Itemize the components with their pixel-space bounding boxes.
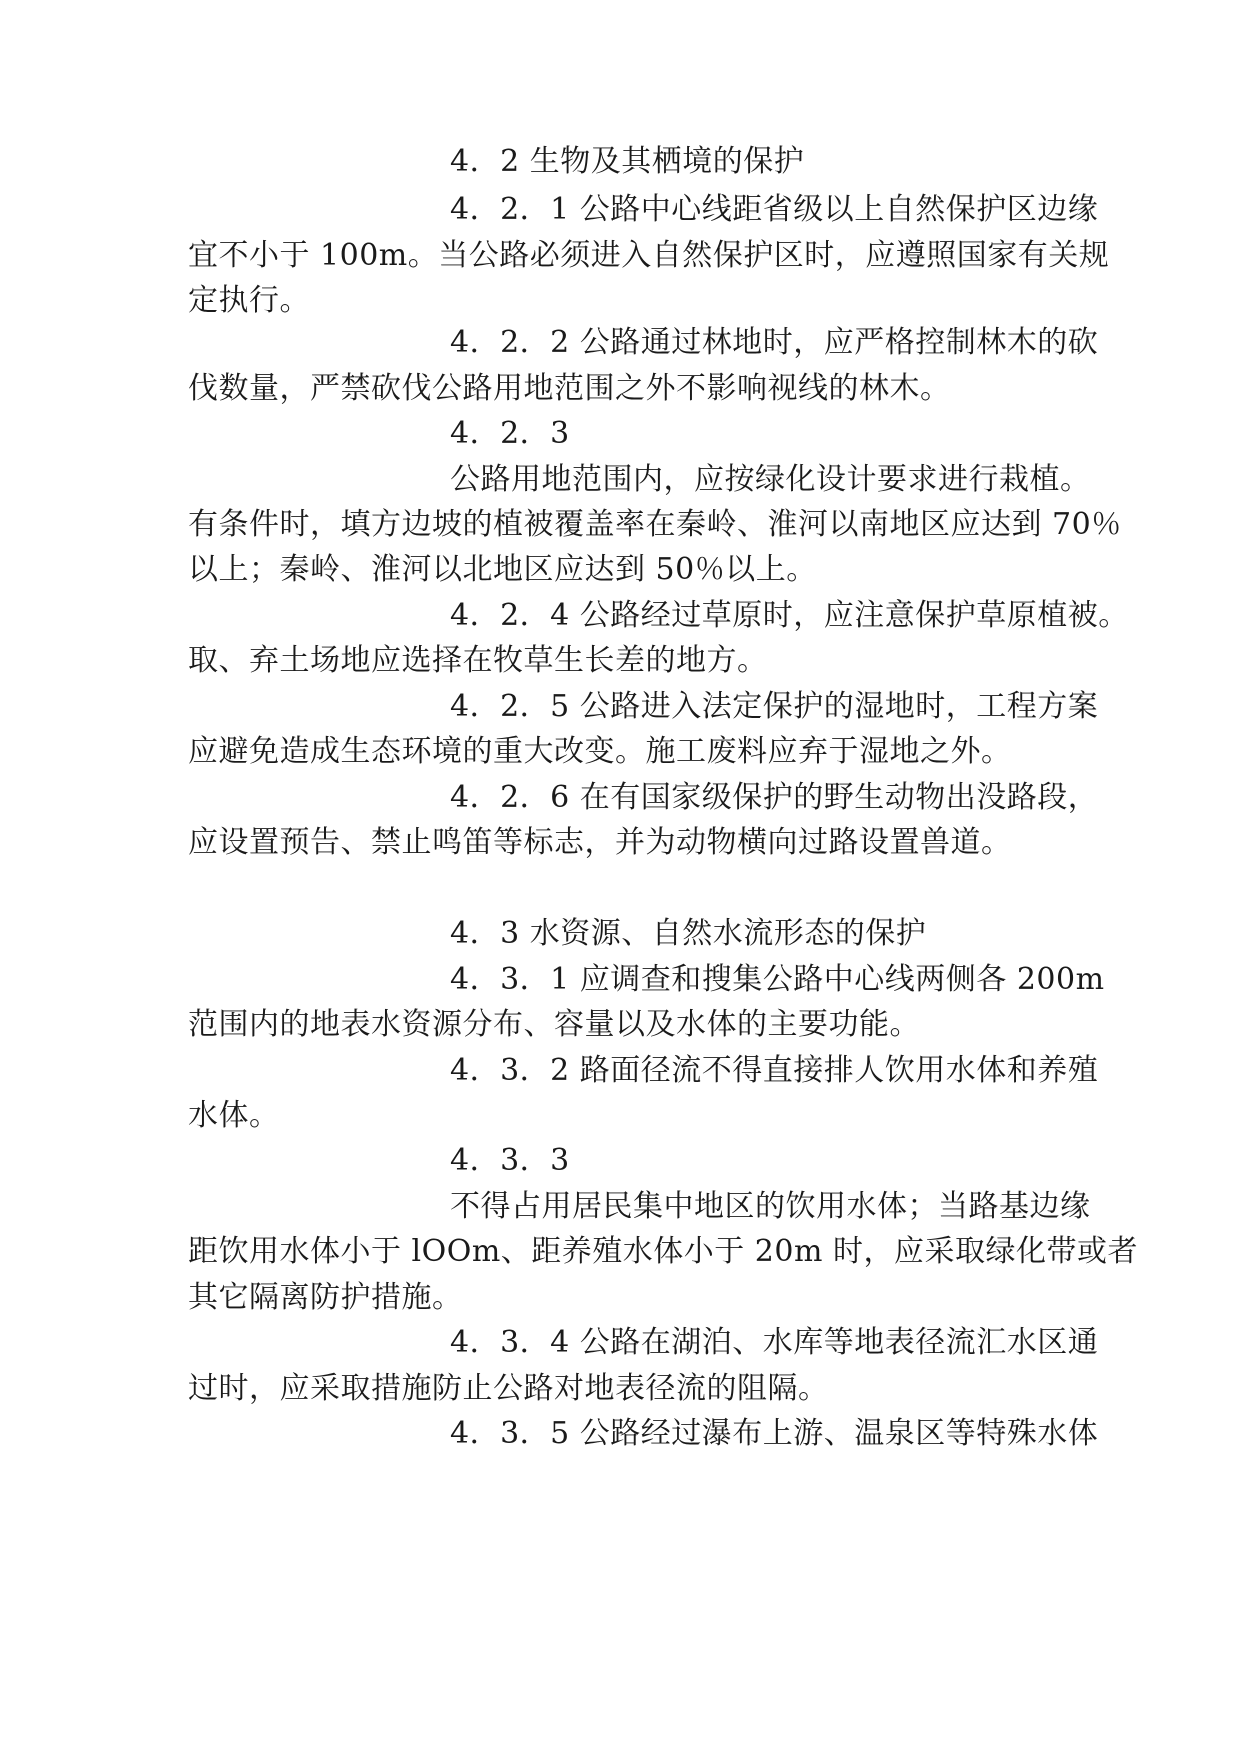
clause-4-3-3-text: 不得占用居民集中地区的饮用水体；当路基边缘 xyxy=(450,1189,1091,1224)
clause-4-2-4: 4．2．4 公路经过草原时，应注意保护草原植被。 xyxy=(450,598,1129,633)
clause-4-2-5-cont: 应避免造成生态环境的重大改变。施工废料应弃于湿地之外。 xyxy=(188,734,1012,769)
clause-4-3-4-cont: 过时，应采取措施防止公路对地表径流的阻隔。 xyxy=(188,1371,829,1406)
clause-4-3-1-cont: 范围内的地表水资源分布、容量以及水体的主要功能。 xyxy=(188,1007,920,1042)
clause-4-2-3: 4．2．3 xyxy=(450,416,570,451)
clause-4-2-1-cont: 宜不小于 100m。当公路必须进入自然保护区时，应遵照国家有关规 xyxy=(188,238,1110,273)
section-heading-4-2: 4．2 生物及其栖境的保护 xyxy=(450,144,805,179)
clause-4-2-1-cont: 定执行。 xyxy=(188,283,310,318)
clause-4-2-5: 4．2．5 公路进入法定保护的湿地时，工程方案 xyxy=(450,689,1099,724)
clause-4-3-2: 4．3．2 路面径流不得直接排人饮用水体和养殖 xyxy=(450,1053,1099,1088)
clause-4-2-2: 4．2．2 公路通过林地时，应严格控制林木的砍 xyxy=(450,325,1099,360)
clause-4-2-3-cont: 有条件时，填方边坡的植被覆盖率在秦岭、淮河以南地区应达到 70％ xyxy=(188,507,1122,542)
clause-4-3-5: 4．3．5 公路经过瀑布上游、温泉区等特殊水体 xyxy=(450,1416,1099,1451)
clause-4-2-6: 4．2．6 在有国家级保护的野生动物出没路段， xyxy=(450,780,1099,815)
clause-4-3-1: 4．3．1 应调查和搜集公路中心线两侧各 200m xyxy=(450,962,1105,997)
clause-4-3-2-cont: 水体。 xyxy=(188,1098,280,1133)
clause-4-3-3: 4．3．3 xyxy=(450,1143,570,1178)
clause-4-3-3-cont: 距饮用水体小于 lOOm、距养殖水体小于 20m 时，应采取绿化带或者 xyxy=(188,1234,1138,1269)
clause-4-2-2-cont: 伐数量，严禁砍伐公路用地范围之外不影响视线的林木。 xyxy=(188,371,951,406)
clause-4-2-3-text: 公路用地范围内，应按绿化设计要求进行栽植。 xyxy=(450,462,1091,497)
clause-4-2-1: 4．2．1 公路中心线距省级以上自然保护区边缘 xyxy=(450,192,1099,227)
clause-4-3-3-cont: 其它隔离防护措施。 xyxy=(188,1280,463,1315)
clause-4-2-6-cont: 应设置预告、禁止鸣笛等标志，并为动物横向过路设置兽道。 xyxy=(188,825,1012,860)
clause-4-2-3-cont: 以上；秦岭、淮河以北地区应达到 50％以上。 xyxy=(188,552,817,587)
clause-4-3-4: 4．3．4 公路在湖泊、水库等地表径流汇水区通 xyxy=(450,1325,1099,1360)
section-heading-4-3: 4．3 水资源、自然水流形态的保护 xyxy=(450,916,927,951)
clause-4-2-4-cont: 取、弃土场地应选择在牧草生长差的地方。 xyxy=(188,643,768,678)
